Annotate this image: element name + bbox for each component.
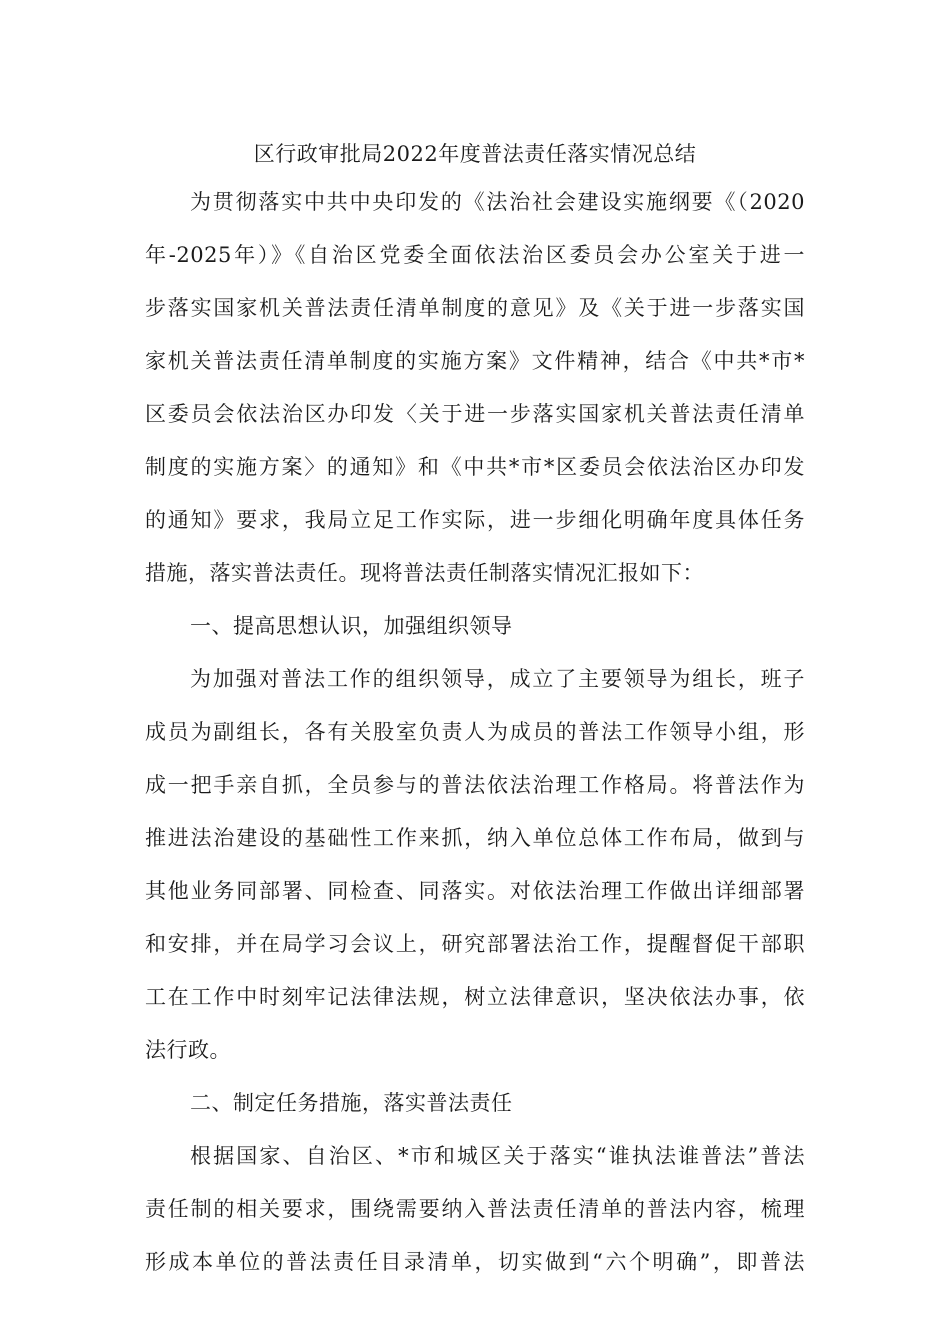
paragraph-line: 成员为副组长，各有关股室负责人为成员的普法工作领导小组，形	[145, 720, 805, 744]
paragraph-line: 其他业务同部署、同检查、同落实。对依法治理工作做出详细部署	[145, 879, 805, 903]
paragraph-line: 为贯彻落实中共中央印发的《法治社会建设实施纲要《（2020	[190, 190, 805, 214]
paragraph-line: 责任制的相关要求，围绕需要纳入普法责任清单的普法内容，梳理	[145, 1197, 805, 1221]
paragraph-line: 工在工作中时刻牢记法律法规，树立法律意识，坚决依法办事，依	[145, 985, 805, 1009]
paragraph-line: 形成本单位的普法责任目录清单，切实做到“六个明确”，即普法	[145, 1250, 805, 1274]
paragraph-line: 为加强对普法工作的组织领导，成立了主要领导为组长，班子	[190, 667, 805, 691]
paragraph-line: 根据国家、自治区、*市和城区关于落实“谁执法谁普法”普法	[190, 1144, 805, 1168]
paragraph-line: 和安排，并在局学习会议上，研究部署法治工作，提醒督促干部职	[145, 932, 805, 956]
paragraph-line: 的通知》要求，我局立足工作实际，进一步细化明确年度具体任务	[145, 508, 805, 532]
paragraph-line: 推进法治建设的基础性工作来抓，纳入单位总体工作布局，做到与	[145, 826, 805, 850]
paragraph-line: 步落实国家机关普法责任清单制度的意见》及《关于进一步落实国	[145, 296, 805, 320]
paragraph-line: 区委员会依法治区办印发〈关于进一步落实国家机关普法责任清单	[145, 402, 805, 426]
paragraph-line: 年-2025年）》《自治区党委全面依法治区委员会办公室关于进一	[145, 243, 805, 267]
paragraph-line: 家机关普法责任清单制度的实施方案》文件精神，结合《中共*市*	[145, 349, 805, 373]
paragraph-line: 制度的实施方案〉的通知》和《中共*市*区委员会依法治区办印发	[145, 455, 805, 479]
paragraph-line: 成一把手亲自抓，全员参与的普法依法治理工作格局。将普法作为	[145, 773, 805, 797]
paragraph-line: 法行政。	[145, 1038, 231, 1062]
paragraph-line: 措施，落实普法责任。现将普法责任制落实情况汇报如下：	[145, 561, 704, 585]
section-heading: 二、制定任务措施，落实普法责任	[190, 1091, 513, 1115]
document-title: 区行政审批局2022年度普法责任落实情况总结	[253, 142, 697, 166]
section-heading: 一、提高思想认识，加强组织领导	[190, 614, 513, 638]
